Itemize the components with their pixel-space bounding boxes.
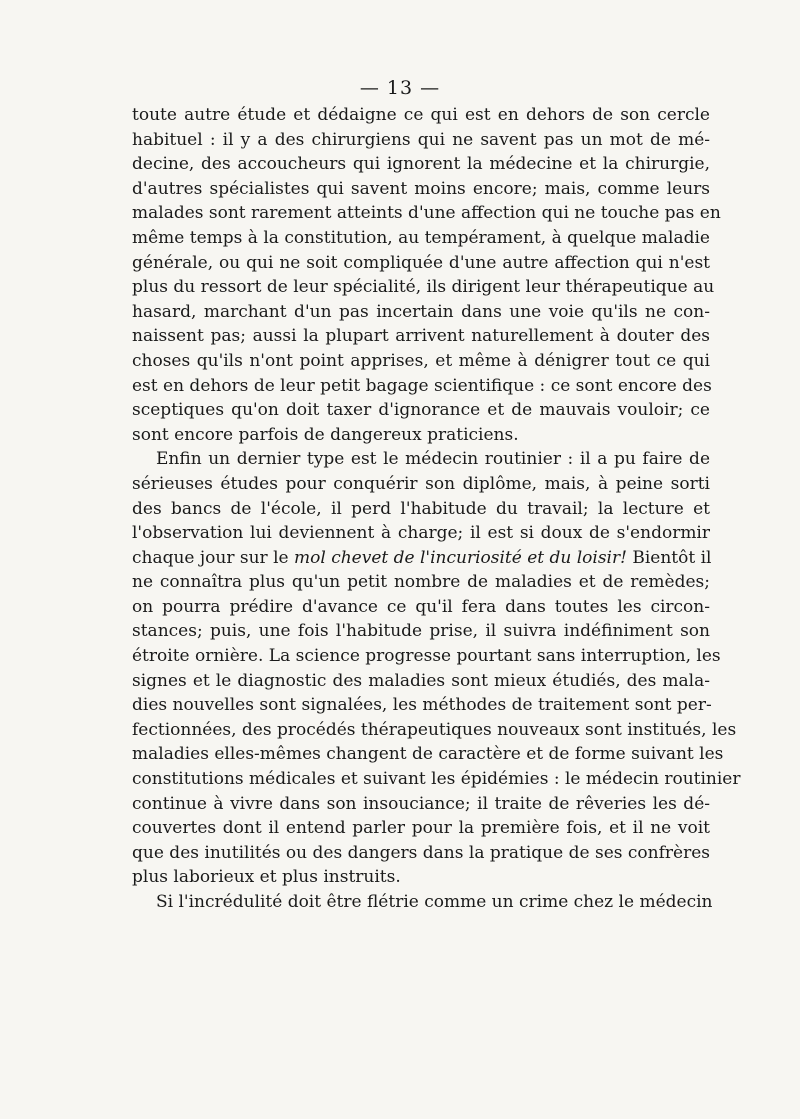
text-line: est en dehors de leur petit bagage scientifique : ce sont encore des xyxy=(132,375,712,396)
text-line: choses qu'ils n'ont point apprises, et même à dénigrer tout ce qui xyxy=(132,350,710,371)
text-line: continue à vivre dans son insouciance; il traite de rêveries les dé- xyxy=(132,793,710,814)
text-line: dies nouvelles sont signalées, les méthodes de traitement sont per- xyxy=(132,695,712,716)
text-line: malades sont rarement atteints d'une affection qui ne touche pas en xyxy=(132,203,721,224)
text-fragment: Bientôt il xyxy=(626,547,712,568)
text-line: couvertes dont il entend parler pour la première fois, et il ne voit xyxy=(132,818,710,839)
text-line: signes et le diagnostic des maladies sont mieux étudiés, des mala- xyxy=(132,670,710,691)
paragraph-start-line: Si l'incrédulité doit être flétrie comme un crime chez le médecin xyxy=(156,892,713,912)
text-line: générale, ou qui ne soit compliquée d'une autre affection qui n'est xyxy=(132,252,710,273)
text-line: l'observation lui deviennent à charge; il est si doux de s'endormir xyxy=(132,523,710,544)
text-line: plus du ressort de leur spécialité, ils dirigent leur thérapeutique au xyxy=(132,277,715,298)
paragraph-end-line: plus laborieux et plus instruits. xyxy=(132,867,401,888)
text-line: on pourra prédire d'avance ce qu'il fera dans toutes les circon- xyxy=(132,596,710,617)
text-line: fectionnées, des procédés thérapeutiques nouveaux sont institués, les xyxy=(132,719,737,740)
text-line: maladies elles-mêmes changent de caractère et de forme suivant les xyxy=(132,744,724,765)
text-line: d'autres spécialistes qui savent moins encore; mais, comme leurs xyxy=(132,178,710,199)
page-number: — 13 — xyxy=(359,77,441,99)
text-line: decine, des accoucheurs qui ignorent la médecine et la chirurgie, xyxy=(132,154,710,175)
text-line: habituel : il y a des chirurgiens qui ne savent pas un mot de mé- xyxy=(132,129,710,150)
text-fragment: chaque jour sur le xyxy=(132,547,294,568)
text-line-with-italic xyxy=(132,546,710,571)
text-line: ne connaîtra plus qu'un petit nombre de maladies et de remèdes; xyxy=(132,572,710,593)
body-text xyxy=(132,103,741,915)
paragraph-start-line: Enfin un dernier type est le médecin routinier : il a pu faire de xyxy=(156,449,710,470)
text-line: même temps à la constitution, au tempérament, à quelque maladie xyxy=(132,227,710,248)
text-line: sérieuses études pour conquérir son diplôme, mais, à peine sorti xyxy=(132,473,710,494)
text-line: stances; puis, une fois l'habitude prise, il suivra indéfiniment son xyxy=(132,621,710,642)
paragraph-end-line: sont encore parfois de dangereux praticiens. xyxy=(132,424,519,445)
text-line: sceptiques qu'on doit taxer d'ignorance et de mauvais vouloir; ce xyxy=(132,400,710,421)
text-line: étroite ornière. La science progresse pourtant sans interruption, les xyxy=(132,646,721,667)
text-line: constitutions médicales et suivant les épidémies : le médecin routinier xyxy=(132,769,741,790)
text-line: hasard, marchant d'un pas incertain dans une voie qu'ils ne con- xyxy=(132,301,710,322)
italic-quote: mol chevet de l'incuriosité et du loisir! xyxy=(294,547,627,568)
text-line: que des inutilités ou des dangers dans la pratique de ses confrères xyxy=(132,842,710,863)
text-line: toute autre étude et dédaigne ce qui est en dehors de son cercle xyxy=(132,105,710,125)
text-line: des bancs de l'école, il perd l'habitude du travail; la lecture et xyxy=(132,498,710,519)
text-line: naissent pas; aussi la plupart arrivent naturellement à douter des xyxy=(132,326,710,347)
